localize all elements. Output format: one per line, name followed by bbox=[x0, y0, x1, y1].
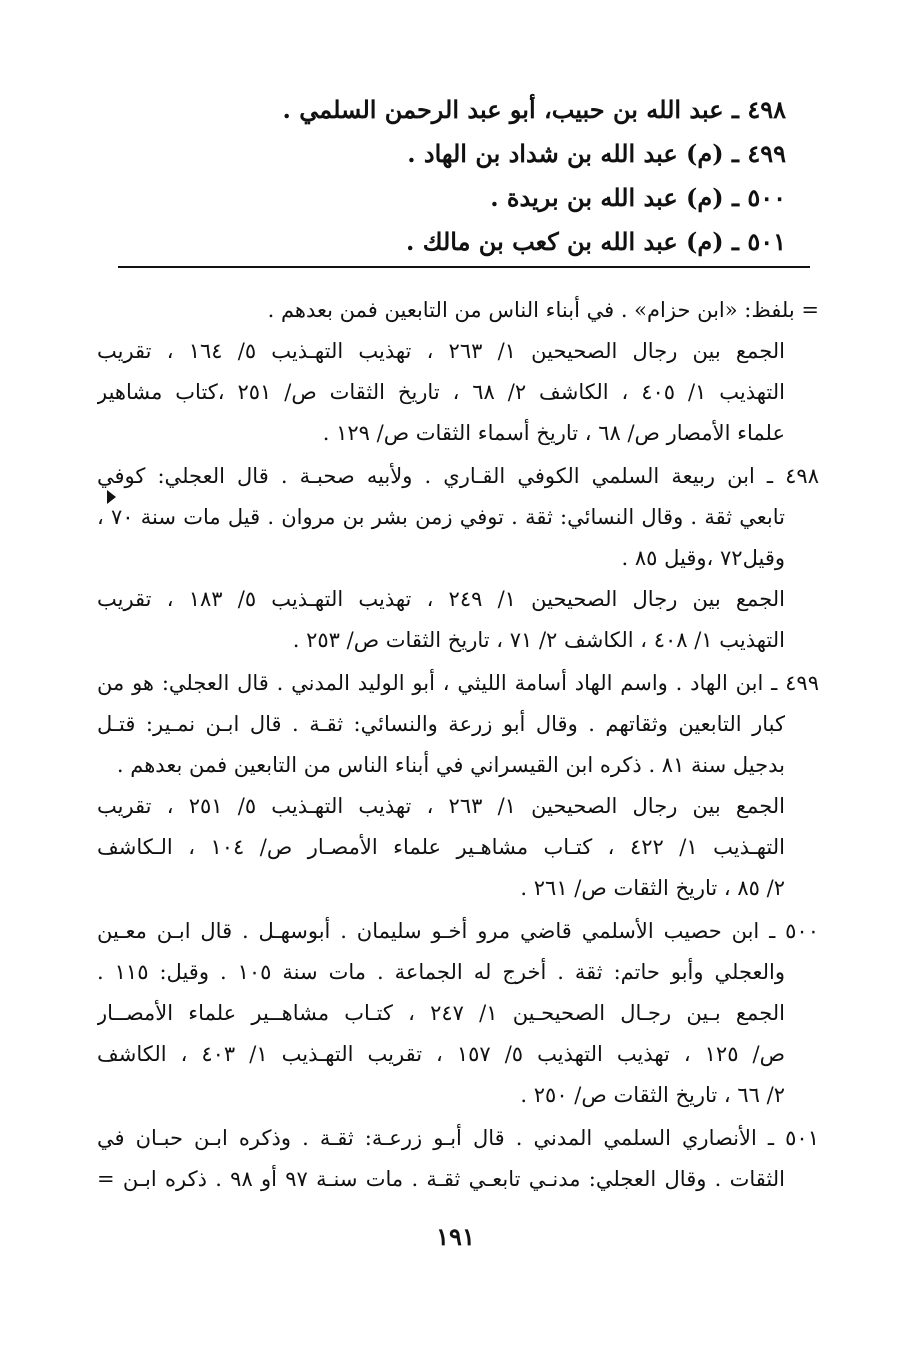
footnote-line: ص/ ١٢٥ ، تهذيب التهذيب ٥/ ١٥٧ ، تقريب التهـذيب ١/ ٤٠٣ ، الكاشف bbox=[97, 1042, 785, 1066]
footnote-continued bbox=[97, 290, 819, 454]
footnote-line: الجمع بين رجال الصحيحين ١/ ٢٦٣ ، تهذيب التهـذيب ٥/ ٢٥١ ، تقريب bbox=[97, 794, 785, 818]
footnotes bbox=[97, 290, 819, 1202]
footnote-line: كبار التابعين وثقاتهم . وقال أبو زرعة والنسائي: ثقـة . قال ابـن نمـير: قتـل bbox=[97, 712, 785, 736]
entry-heading-500: ٥٠٠ ـ (م) عبد الله بن بريدة . bbox=[490, 183, 786, 212]
footnote-line: وقيل٧٢ ،وقيل ٨٥ . bbox=[621, 546, 785, 570]
entry-heading-498: ٤٩٨ ـ عبد الله بن حبيب، أبو عبد الرحمن السلمي . bbox=[282, 95, 786, 124]
entry-heading-499: ٤٩٩ ـ (م) عبد الله بن شداد بن الهاد . bbox=[407, 139, 786, 168]
footnote-line: علماء الأمصار ص/ ٦٨ ، تاريخ أسماء الثقات ص/ ١٢٩ . bbox=[322, 421, 785, 445]
footnote-line: الثقات . وقال العجلي: مدنـي تابعـي ثقـة . مات سنـة ٩٧ أو ٩٨ . ذكره ابـن = bbox=[97, 1167, 785, 1191]
footnote-499 bbox=[97, 663, 819, 909]
footnote-line: ٤٩٩ ـ ابن الهاد . واسم الهاد أسامة الليثي ، أبو الوليد المدني . قال العجلي: هو من bbox=[97, 671, 819, 695]
footnote-line: والعجلي وأبو حاتم: ثقة . أخرج له الجماعة . مات سنة ١٠٥ . وقيل: ١١٥ . bbox=[97, 960, 785, 984]
footnote-line: ٤٩٨ ـ ابن ربيعة السلمي الكوفي القـاري . ولأبيه صحبـة . قال العجلي: كوفي bbox=[97, 464, 819, 488]
footnote-498 bbox=[97, 456, 819, 661]
footnote-line: تابعي ثقة . وقال النسائي: ثقة . توفي زمن بشر بن مروان . قيل مات سنة ٧٠ ، bbox=[97, 505, 785, 529]
footnote-line: ٢/ ٦٦ ، تاريخ الثقات ص/ ٢٥٠ . bbox=[520, 1083, 785, 1107]
footnote-line: التهـذيب ١/ ٤٢٢ ، كتـاب مشاهـير علماء الأمصـار ص/ ١٠٤ ، الـكاشف bbox=[97, 835, 785, 859]
footnote-line: ٥٠١ ـ الأنصاري السلمي المدني . قال أبـو زرعـة: ثقـة . وذكره ابـن حبـان في bbox=[97, 1126, 819, 1150]
footnote-separator bbox=[118, 266, 810, 268]
footnote-500 bbox=[97, 911, 819, 1116]
entry-heading-501: ٥٠١ ـ (م) عبد الله بن كعب بن مالك . bbox=[406, 227, 786, 256]
entry-headings bbox=[96, 88, 786, 264]
footnote-line: الجمع بـين رجـال الصحيحـين ١/ ٢٤٧ ، كتـاب مشاهــير علماء الأمصــار bbox=[97, 1001, 785, 1025]
footnote-line: ٥٠٠ ـ ابن حصيب الأسلمي قاضي مرو أخـو سليمان . أبوسهـل . قال ابـن معـين bbox=[97, 919, 819, 943]
page-number: ١٩١ bbox=[436, 1222, 475, 1251]
footnote-line: التهذيب ١/ ٤٠٥ ، الكاشف ٢/ ٦٨ ، تاريخ الثقات ص/ ٢٥١ ،كتاب مشاهير bbox=[97, 380, 785, 404]
footnote-line: بدجيل سنة ٨١ . ذكره ابن القيسراني في أبناء الناس من التابعين فمن بعدهم . bbox=[116, 753, 785, 777]
footnote-line: التهذيب ١/ ٤٠٨ ، الكاشف ٢/ ٧١ ، تاريخ الثقات ص/ ٢٥٣ . bbox=[292, 628, 785, 652]
margin-triangle-icon bbox=[107, 490, 116, 504]
footnote-line: الجمع بين رجال الصحيحين ١/ ٢٦٣ ، تهذيب التهـذيب ٥/ ١٦٤ ، تقريب bbox=[97, 339, 785, 363]
footnote-line: الجمع بين رجال الصحيحين ١/ ٢٤٩ ، تهذيب التهـذيب ٥/ ١٨٣ ، تقريب bbox=[97, 587, 785, 611]
footnote-501 bbox=[97, 1118, 819, 1200]
footnote-line: = بلفظ: «ابن حزام» . في أبناء الناس من التابعين فمن بعدهم . bbox=[267, 298, 819, 322]
footnote-line: ٢/ ٨٥ ، تاريخ الثقات ص/ ٢٦١ . bbox=[520, 876, 785, 900]
